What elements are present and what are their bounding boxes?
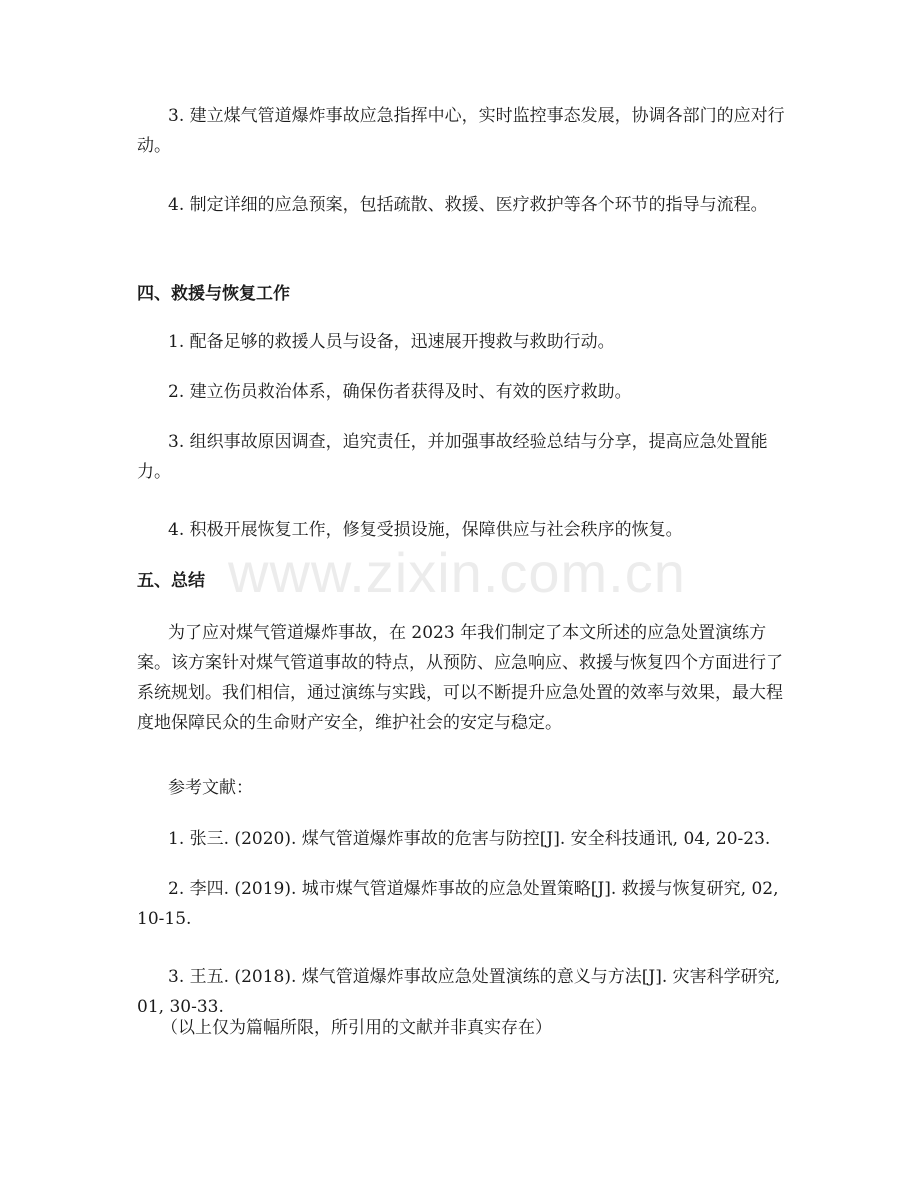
section3-item4: 4. 制定详细的应急预案，包括疏散、救援、医疗救护等各个环节的指导与流程。	[168, 195, 768, 215]
references-note: （以上仅为篇幅所限，所引用的文献并非真实存在）	[161, 1018, 552, 1038]
watermark: www.zixin.com.cn	[228, 541, 686, 604]
section4-item3: 3. 组织事故原因调查，追究责任，并加强事故经验总结与分享，提高应急处置能力。	[137, 432, 768, 482]
section5-paragraph: 为了应对煤气管道爆炸事故，在 2023 年我们制定了本文所述的应急处置演练方案。该方案针对煤气管道事故的特点，从预防、应急响应、救援与恢复四个方面进行了系统规划。我们相信，通过演练与实践，可以不断提升应急处置的效率与效果，最大程度地保障民众的生命财产安全，维护社会的安定与稳定。	[137, 623, 783, 733]
section4-item1: 1. 配备足够的救援人员与设备，迅速展开搜救与救助行动。	[168, 332, 615, 352]
section4-item4: 4. 积极开展恢复工作，修复受损设施，保障供应与社会秩序的恢复。	[168, 520, 683, 540]
reference-2: 2. 李四. (2019). 城市煤气管道爆炸事故的应急处置策略[J]. 救援与恢复研究, 02, 10-15.	[137, 879, 784, 929]
section4-heading: 四、救援与恢复工作	[137, 284, 290, 304]
section3-item3: 3. 建立煤气管道爆炸事故应急指挥中心，实时监控事态发展，协调各部门的应对行动。	[137, 106, 785, 156]
references-title: 参考文献：	[168, 778, 253, 798]
reference-3: 3. 王五. (2018). 煤气管道爆炸事故应急处置演练的意义与方法[J]. 灾害科学研究, 01, 30-33.	[137, 967, 786, 1017]
section5-heading: 五、总结	[137, 571, 205, 591]
section4-item2: 2. 建立伤员救治体系，确保伤者获得及时、有效的医疗救助。	[168, 382, 632, 402]
reference-1: 1. 张三. (2020). 煤气管道爆炸事故的危害与防控[J]. 安全科技通讯, 04, 20-23.	[168, 829, 771, 849]
